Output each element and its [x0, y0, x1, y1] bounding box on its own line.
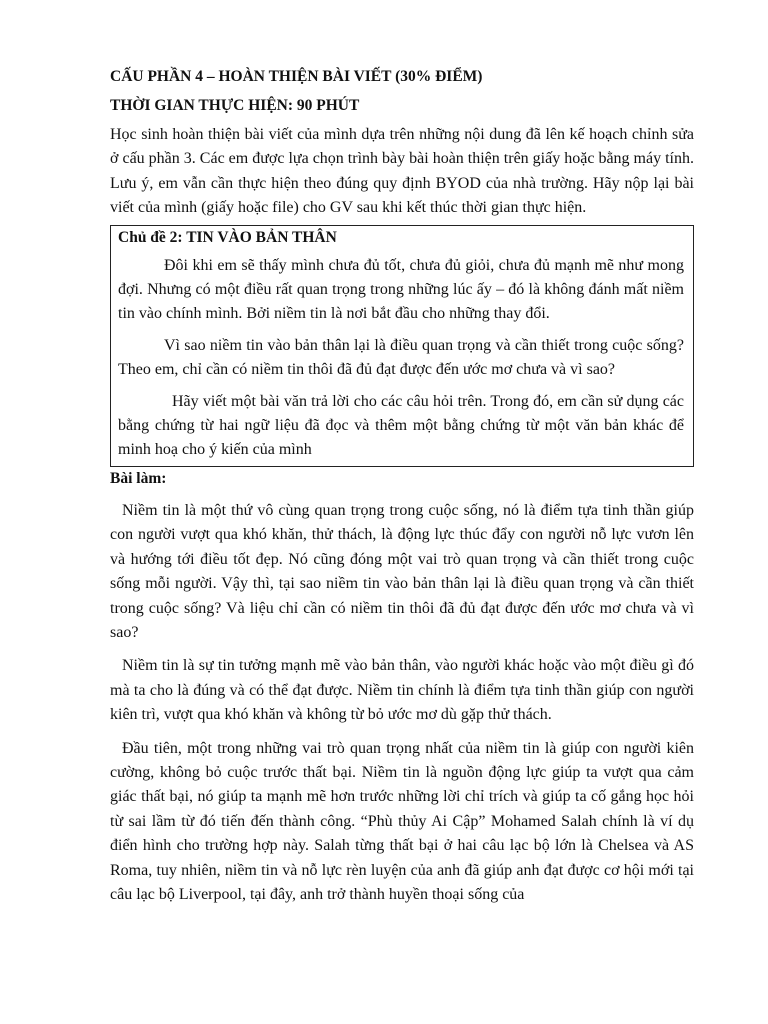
essay-paragraph: Niềm tin là sự tin tưởng mạnh mẽ vào bản thân, vào người khác hoặc vào một điều gì đó mà ta cho là đúng và có thể đạt được. Niềm tin chính là điểm tựa tinh thần giúp con người kiên trì, vượt qua khó khăn và không từ bỏ ước mơ dù gặp thử thách. [110, 657, 694, 724]
topic-paragraph: Vì sao niềm tin vào bản thân lại là điều quan trọng và cần thiết trong cuộc sống? Theo em, chỉ cần có niềm tin thôi đã đủ đạt được đến ước mơ chưa và vì sao? [118, 336, 684, 379]
topic-paragraph: Đôi khi em sẽ thấy mình chưa đủ tốt, chưa đủ giỏi, chưa đủ mạnh mẽ như mong đợi. Nhưng có một điều rất quan trọng trong những lúc ấy – đó là không đánh mất niềm tin vào chính mình. Bởi niềm tin là nơi bắt đầu cho những thay đổi. [118, 256, 684, 323]
essay-paragraph: Niềm tin là một thứ vô cùng quan trọng trong cuộc sống, nó là điểm tựa tinh thần giúp con người vượt qua khó khăn, thử thách, là động lực thúc đẩy con người nỗ lực vươn lên và hướng tới điều tốt đẹp. Nó cũng đóng một vai trò quan trọng và cần thiết trong cuộc sống mỗi người. Vậy thì, tại sao niềm tin vào bản thân lại là điều quan trọng và cần thiết trong cuộc sống? Và liệu chỉ cần có niềm tin thôi đã đủ đạt được đến ước mơ chưa và vì sao? [110, 501, 694, 641]
time-label: THỜI GIAN THỰC HIỆN: 90 PHÚT [110, 97, 360, 114]
topic-title: Chủ đề 2: TIN VÀO BẢN THÂN [118, 228, 337, 246]
instructions-paragraph: Học sinh hoàn thiện bài viết của mình dựa trên những nội dung đã lên kế hoạch chỉnh sửa ở cấu phần 3. Các em được lựa chọn trình bày bài hoàn thiện trên giấy hoặc bằng máy tính. Lưu ý, em vẫn cần thực hiện theo đúng quy định BYOD của nhà trường. Hãy nộp lại bài viết của mình (giấy hoặc file) cho GV sau khi kết thúc thời gian thực hiện. [110, 126, 694, 217]
topic-box [110, 225, 694, 467]
essay-label: Bài làm: [110, 469, 167, 487]
essay-body [110, 499, 694, 908]
document-page [110, 66, 694, 916]
section-title: CẤU PHẦN 4 – HOÀN THIỆN BÀI VIẾT (30% ĐIỂM) [110, 68, 483, 85]
topic-paragraph: Hãy viết một bài văn trả lời cho các câu hỏi trên. Trong đó, em cần sử dụng các bằng chứng từ hai ngữ liệu đã đọc và thêm một bằng chứng từ một văn bản khác để minh hoạ cho ý kiến của mình [118, 392, 684, 459]
essay-paragraph: Đầu tiên, một trong những vai trò quan trọng nhất của niềm tin là giúp con người kiên cường, không bỏ cuộc trước thất bại. Niềm tin là nguồn động lực giúp ta vượt qua cảm giác thất bại, nó giúp ta mạnh mẽ hơn trước những lời chỉ trích và giúp ta cố gắng học hỏi từ sai lầm từ đó tiến đến thành công. “Phù thủy Ai Cập” Mohamed Salah chính là ví dụ điển hình cho trường hợp này. Salah từng thất bại ở hai câu lạc bộ lớn là Chelsea và AS Roma, tuy nhiên, niềm tin và nỗ lực rèn luyện của anh đã giúp anh đạt được cơ hội mới tại câu lạc bộ Liverpool, tại đây, anh trở thành huyền thoại sống của [110, 739, 694, 903]
